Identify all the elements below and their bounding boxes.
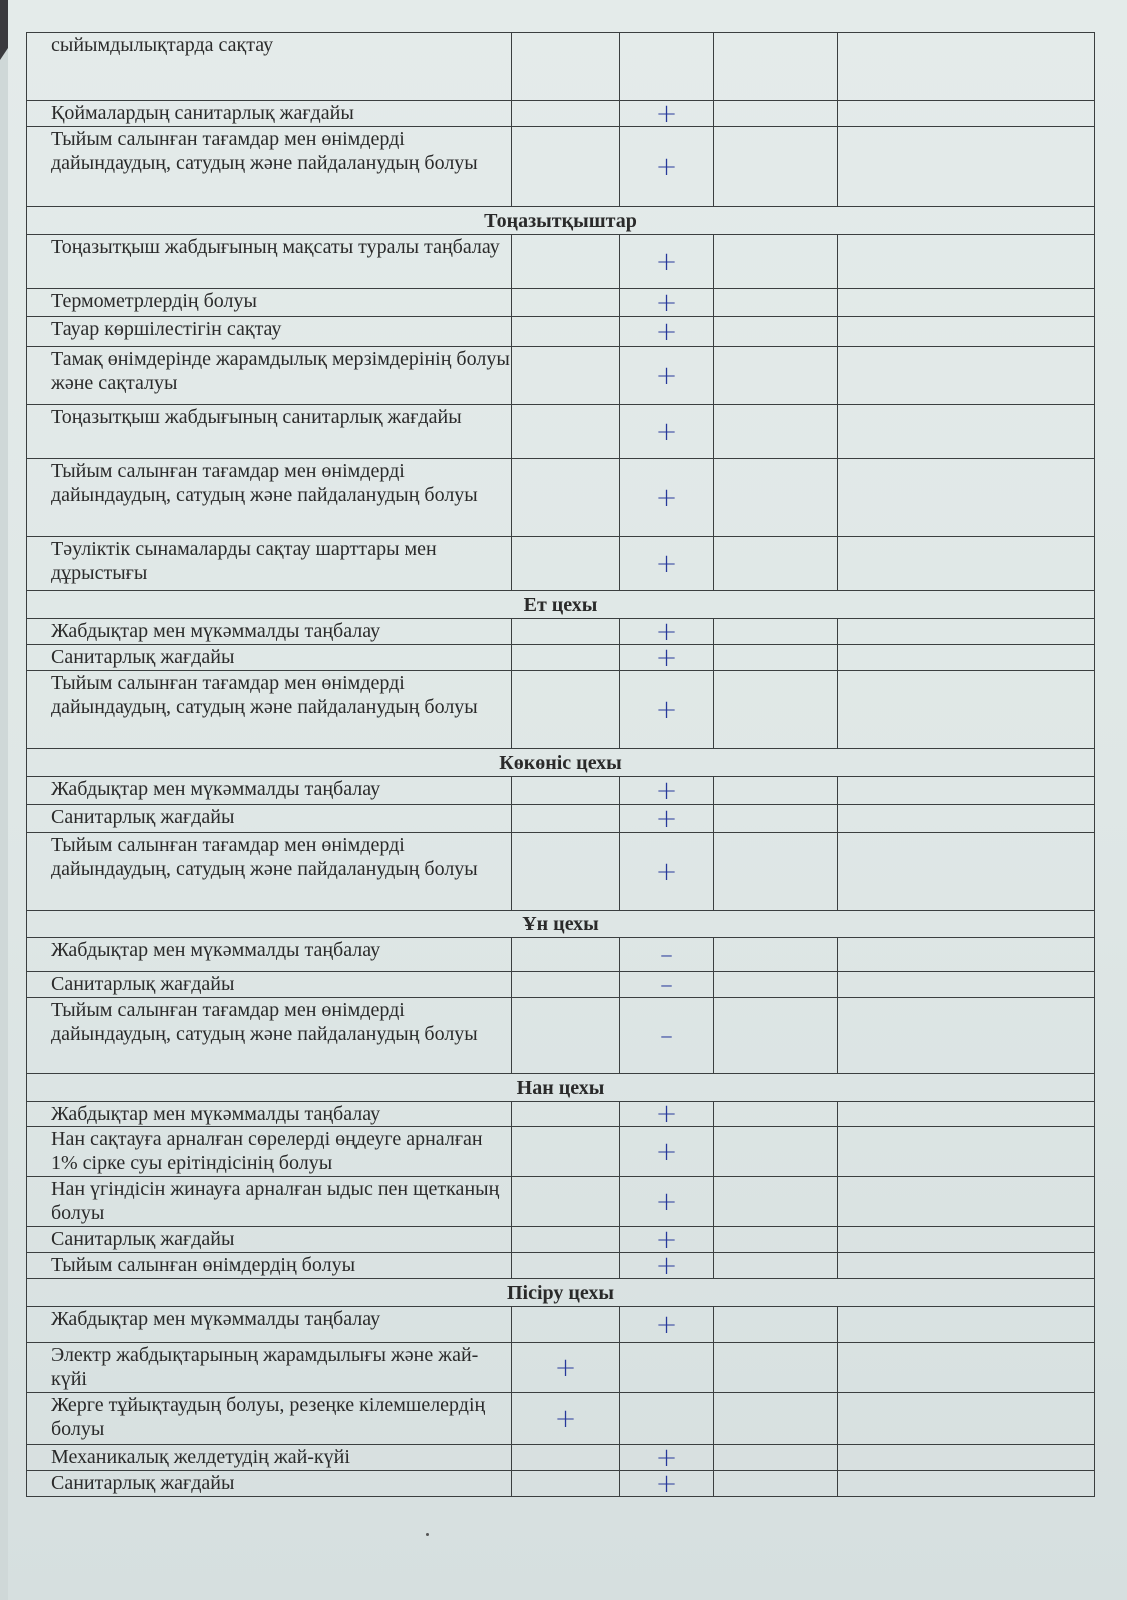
empty-cell-col5 xyxy=(838,938,1095,972)
requirement-text: Жабдықтар мен мүкәммалды таңбалау xyxy=(27,1307,512,1343)
empty-cell-col5 xyxy=(838,537,1095,591)
requirement-text: Тыйым салынған тағамдар мен өнімдерді дайындаудың, сатудың және пайдаланудың болуы xyxy=(27,833,512,911)
empty-cell-col4 xyxy=(714,1102,838,1127)
table-row xyxy=(27,619,1095,645)
mark-cell-col2 xyxy=(512,33,620,101)
mark-cell-col2 xyxy=(512,805,620,833)
empty-cell-col5 xyxy=(838,972,1095,998)
empty-cell-col5 xyxy=(838,1227,1095,1253)
empty-cell-col5 xyxy=(838,1177,1095,1227)
mark-cell-col3: + xyxy=(620,777,714,805)
mark-cell-col3: + xyxy=(620,235,714,289)
requirement-text: Жерге тұйықтаудың болуы, резеңке кілемшелердің болуы xyxy=(27,1393,512,1445)
requirement-text: Нан сақтауға арналған сөрелерді өңдеуге арналған 1% сірке суы ерітіндісінің болуы xyxy=(27,1127,512,1177)
empty-cell-col4 xyxy=(714,1343,838,1393)
requirement-text: сыйымдылықтарда сақтау xyxy=(27,33,512,101)
table-row xyxy=(27,1393,1095,1445)
empty-cell-col5 xyxy=(838,645,1095,671)
mark-cell-col2: + xyxy=(512,1393,620,1445)
requirement-text: Санитарлық жағдайы xyxy=(27,972,512,998)
mark-cell-col2 xyxy=(512,347,620,405)
mark-cell-col3: – xyxy=(620,972,714,998)
mark-cell-col3: + xyxy=(620,1177,714,1227)
requirement-text: Тыйым салынған тағамдар мен өнімдерді дайындаудың, сатудың және пайдаланудың болуы xyxy=(27,671,512,749)
mark-cell-col3: + xyxy=(620,1227,714,1253)
empty-cell-col4 xyxy=(714,998,838,1074)
mark-cell-col2 xyxy=(512,537,620,591)
requirement-text: Тауар көршілестігін сақтау xyxy=(27,317,512,347)
empty-cell-col4 xyxy=(714,645,838,671)
mark-cell-col2 xyxy=(512,671,620,749)
requirement-text: Тыйым салынған тағамдар мен өнімдерді дайындаудың, сатудың және пайдаланудың болуы xyxy=(27,998,512,1074)
table-row xyxy=(27,537,1095,591)
mark-cell-col2 xyxy=(512,972,620,998)
empty-cell-col4 xyxy=(714,972,838,998)
mark-cell-col3: + xyxy=(620,101,714,127)
mark-cell-col3: + xyxy=(620,1445,714,1471)
section-title: Ұн цехы xyxy=(27,911,1095,938)
mark-cell-col3 xyxy=(620,33,714,101)
table-body xyxy=(27,33,1095,1497)
section-header-row xyxy=(27,911,1095,938)
empty-cell-col5 xyxy=(838,405,1095,459)
mark-cell-col3: – xyxy=(620,938,714,972)
empty-cell-col4 xyxy=(714,1177,838,1227)
empty-cell-col5 xyxy=(838,317,1095,347)
paper-speck xyxy=(426,1533,429,1536)
empty-cell-col4 xyxy=(714,619,838,645)
mark-cell-col3: + xyxy=(620,671,714,749)
empty-cell-col5 xyxy=(838,1393,1095,1445)
mark-cell-col3: + xyxy=(620,1471,714,1497)
mark-cell-col2 xyxy=(512,405,620,459)
empty-cell-col5 xyxy=(838,671,1095,749)
requirement-text: Механикалық желдетудің жай-күйі xyxy=(27,1445,512,1471)
table-row xyxy=(27,101,1095,127)
requirement-text: Тыйым салынған тағамдар мен өнімдерді дайындаудың, сатудың және пайдаланудың болуы xyxy=(27,127,512,207)
table-row xyxy=(27,1102,1095,1127)
table-row xyxy=(27,317,1095,347)
requirement-text: Тоңазытқыш жабдығының санитарлық жағдайы xyxy=(27,405,512,459)
section-title: Тоңазытқыштар xyxy=(27,207,1095,235)
mark-cell-col2 xyxy=(512,645,620,671)
section-title: Ет цехы xyxy=(27,591,1095,619)
section-header-row xyxy=(27,749,1095,777)
requirement-text: Тәуліктік сынамаларды сақтау шарттары мен дұрыстығы xyxy=(27,537,512,591)
empty-cell-col5 xyxy=(838,777,1095,805)
mark-cell-col2 xyxy=(512,127,620,207)
requirement-text: Санитарлық жағдайы xyxy=(27,1471,512,1497)
empty-cell-col5 xyxy=(838,1253,1095,1279)
empty-cell-col5 xyxy=(838,1343,1095,1393)
section-title: Нан цехы xyxy=(27,1074,1095,1102)
table-row xyxy=(27,805,1095,833)
mark-cell-col3: + xyxy=(620,1102,714,1127)
mark-cell-col2 xyxy=(512,459,620,537)
table-row xyxy=(27,1253,1095,1279)
empty-cell-col5 xyxy=(838,347,1095,405)
empty-cell-col5 xyxy=(838,127,1095,207)
empty-cell-col4 xyxy=(714,833,838,911)
empty-cell-col5 xyxy=(838,619,1095,645)
mark-cell-col3: + xyxy=(620,1307,714,1343)
requirement-text: Тоңазытқыш жабдығының мақсаты туралы таңбалау xyxy=(27,235,512,289)
empty-cell-col4 xyxy=(714,235,838,289)
mark-cell-col2 xyxy=(512,833,620,911)
mark-cell-col3: + xyxy=(620,1253,714,1279)
table-row xyxy=(27,777,1095,805)
requirement-text: Санитарлық жағдайы xyxy=(27,1227,512,1253)
section-header-row xyxy=(27,1074,1095,1102)
mark-cell-col2 xyxy=(512,998,620,1074)
table-row xyxy=(27,998,1095,1074)
mark-cell-col2 xyxy=(512,1227,620,1253)
mark-cell-col2 xyxy=(512,101,620,127)
mark-cell-col2 xyxy=(512,1102,620,1127)
mark-cell-col2 xyxy=(512,1307,620,1343)
empty-cell-col5 xyxy=(838,1102,1095,1127)
section-header-row xyxy=(27,591,1095,619)
section-header-row xyxy=(27,207,1095,235)
requirement-text: Қоймалардың санитарлық жағдайы xyxy=(27,101,512,127)
empty-cell-col4 xyxy=(714,347,838,405)
mark-cell-col2 xyxy=(512,1471,620,1497)
empty-cell-col4 xyxy=(714,127,838,207)
empty-cell-col4 xyxy=(714,537,838,591)
requirement-text: Санитарлық жағдайы xyxy=(27,645,512,671)
empty-cell-col4 xyxy=(714,671,838,749)
requirement-text: Тамақ өнімдерінде жарамдылық мерзімдерінің болуы және сақталуы xyxy=(27,347,512,405)
table-row xyxy=(27,1445,1095,1471)
section-title: Көкөніс цехы xyxy=(27,749,1095,777)
empty-cell-col4 xyxy=(714,805,838,833)
requirement-text: Жабдықтар мен мүкәммалды таңбалау xyxy=(27,777,512,805)
mark-cell-col3: + xyxy=(620,805,714,833)
empty-cell-col5 xyxy=(838,235,1095,289)
mark-cell-col2 xyxy=(512,619,620,645)
mark-cell-col2: + xyxy=(512,1343,620,1393)
empty-cell-col4 xyxy=(714,33,838,101)
mark-cell-col2 xyxy=(512,289,620,317)
mark-cell-col2 xyxy=(512,235,620,289)
empty-cell-col4 xyxy=(714,938,838,972)
mark-cell-col3: + xyxy=(620,619,714,645)
table-row xyxy=(27,289,1095,317)
empty-cell-col4 xyxy=(714,1393,838,1445)
mark-cell-col2 xyxy=(512,777,620,805)
empty-cell-col4 xyxy=(714,777,838,805)
mark-cell-col3: + xyxy=(620,347,714,405)
empty-cell-col4 xyxy=(714,1127,838,1177)
table-row xyxy=(27,127,1095,207)
mark-cell-col3: – xyxy=(620,998,714,1074)
mark-cell-col3: + xyxy=(620,833,714,911)
requirement-text: Нан үгіндісін жинауға арналған ыдыс пен щетканың болуы xyxy=(27,1177,512,1227)
empty-cell-col4 xyxy=(714,1445,838,1471)
empty-cell-col5 xyxy=(838,833,1095,911)
table-row xyxy=(27,235,1095,289)
table-row xyxy=(27,1227,1095,1253)
empty-cell-col5 xyxy=(838,33,1095,101)
table-row xyxy=(27,1177,1095,1227)
requirement-text: Жабдықтар мен мүкәммалды таңбалау xyxy=(27,938,512,972)
empty-cell-col4 xyxy=(714,459,838,537)
table-row xyxy=(27,671,1095,749)
mark-cell-col2 xyxy=(512,1445,620,1471)
mark-cell-col2 xyxy=(512,1177,620,1227)
empty-cell-col4 xyxy=(714,289,838,317)
mark-cell-col2 xyxy=(512,1253,620,1279)
mark-cell-col3 xyxy=(620,1343,714,1393)
mark-cell-col2 xyxy=(512,317,620,347)
table-row xyxy=(27,972,1095,998)
empty-cell-col5 xyxy=(838,289,1095,317)
empty-cell-col4 xyxy=(714,317,838,347)
empty-cell-col4 xyxy=(714,1253,838,1279)
mark-cell-col3: + xyxy=(620,537,714,591)
requirement-text: Жабдықтар мен мүкәммалды таңбалау xyxy=(27,1102,512,1127)
inspection-table xyxy=(26,32,1095,1497)
empty-cell-col4 xyxy=(714,1307,838,1343)
requirement-text: Термометрлердің болуы xyxy=(27,289,512,317)
requirement-text: Санитарлық жағдайы xyxy=(27,805,512,833)
section-title: Пісіру цехы xyxy=(27,1279,1095,1307)
empty-cell-col5 xyxy=(838,1471,1095,1497)
mark-cell-col3: + xyxy=(620,645,714,671)
table-row xyxy=(27,347,1095,405)
table-row xyxy=(27,459,1095,537)
requirement-text: Жабдықтар мен мүкәммалды таңбалау xyxy=(27,619,512,645)
mark-cell-col3 xyxy=(620,1393,714,1445)
table-row xyxy=(27,938,1095,972)
mark-cell-col3: + xyxy=(620,1127,714,1177)
empty-cell-col4 xyxy=(714,1471,838,1497)
empty-cell-col5 xyxy=(838,805,1095,833)
empty-cell-col5 xyxy=(838,998,1095,1074)
mark-cell-col3: + xyxy=(620,127,714,207)
empty-cell-col5 xyxy=(838,1127,1095,1177)
table-row xyxy=(27,1127,1095,1177)
table-row xyxy=(27,1343,1095,1393)
empty-cell-col5 xyxy=(838,101,1095,127)
table-row xyxy=(27,1307,1095,1343)
table-row xyxy=(27,833,1095,911)
empty-cell-col5 xyxy=(838,1445,1095,1471)
mark-cell-col3: + xyxy=(620,317,714,347)
mark-cell-col3: + xyxy=(620,405,714,459)
empty-cell-col4 xyxy=(714,101,838,127)
requirement-text: Тыйым салынған тағамдар мен өнімдерді дайындаудың, сатудың және пайдаланудың болуы xyxy=(27,459,512,537)
mark-cell-col2 xyxy=(512,938,620,972)
empty-cell-col4 xyxy=(714,405,838,459)
section-header-row xyxy=(27,1279,1095,1307)
requirement-text: Электр жабдықтарының жарамдылығы және жай-күйі xyxy=(27,1343,512,1393)
requirement-text: Тыйым салынған өнімдердің болуы xyxy=(27,1253,512,1279)
mark-cell-col3: + xyxy=(620,459,714,537)
empty-cell-col5 xyxy=(838,459,1095,537)
mark-cell-col3: + xyxy=(620,289,714,317)
mark-cell-col2 xyxy=(512,1127,620,1177)
table-row xyxy=(27,1471,1095,1497)
table-row xyxy=(27,33,1095,101)
empty-cell-col4 xyxy=(714,1227,838,1253)
table-row xyxy=(27,645,1095,671)
empty-cell-col5 xyxy=(838,1307,1095,1343)
table-row xyxy=(27,405,1095,459)
